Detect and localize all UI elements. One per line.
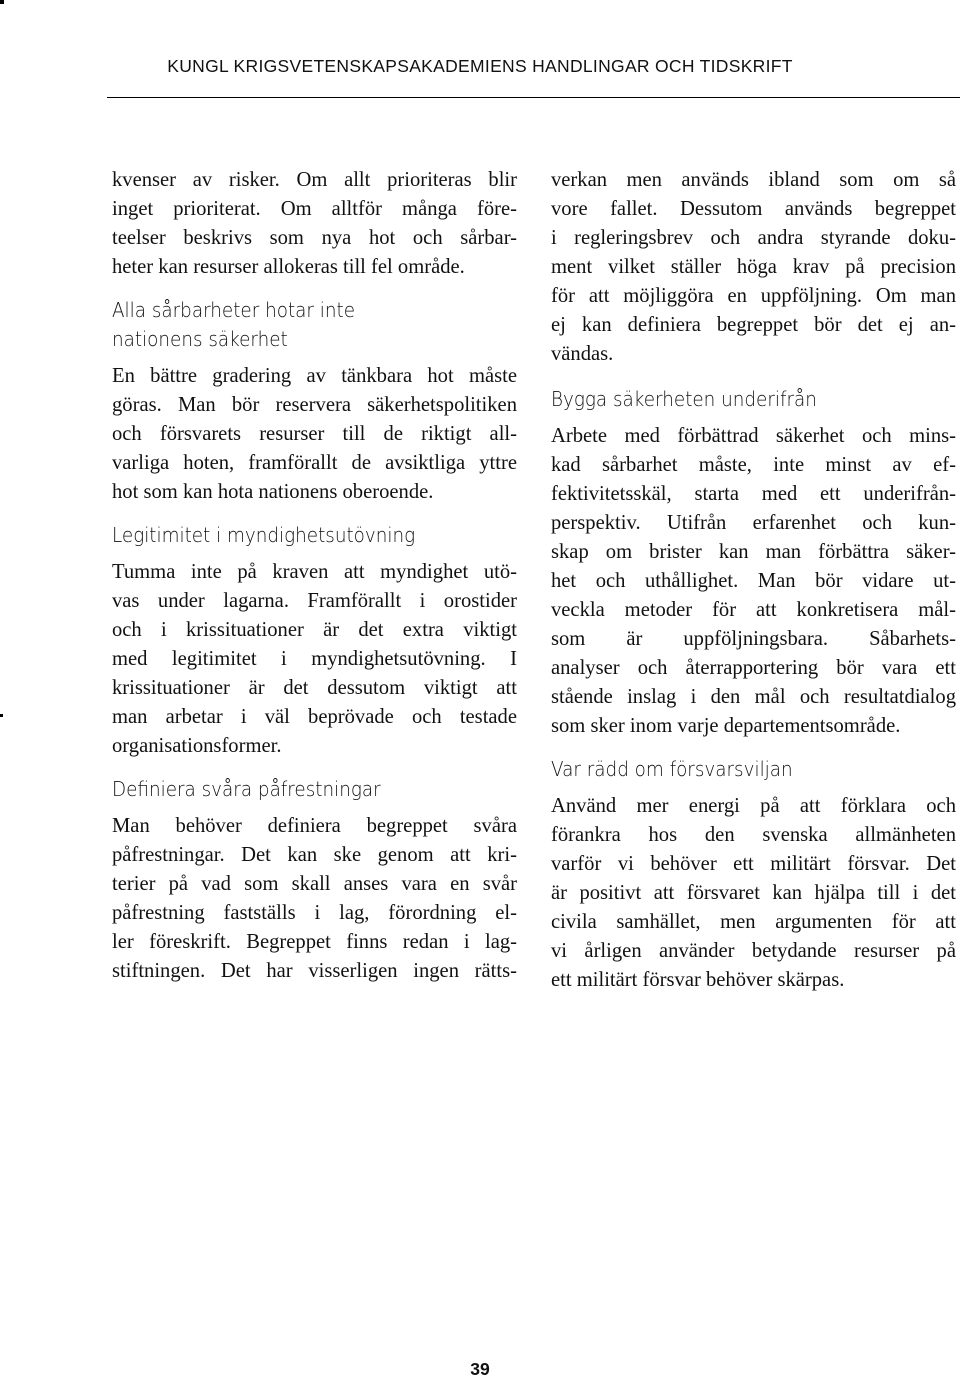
text-line: Använd mer energi på att förklara och (551, 795, 956, 817)
paragraph (112, 362, 517, 507)
text-line: som sker inom varje departementsområde. (551, 715, 901, 737)
margin-mark-top (0, 0, 4, 4)
text-line: förankra hos den svenska allmänheten (551, 824, 956, 846)
text-line: veckla metoder för att konkretisera mål- (551, 599, 956, 621)
text-line: verkan men används ibland som om så (551, 169, 956, 191)
text-line: civila samhället, men argumenten för att (551, 911, 956, 933)
text-line: fektivitetsskäl, starta med ett underifrån- (551, 483, 956, 505)
paragraph (551, 422, 956, 741)
paragraph (112, 558, 517, 761)
text-line: teelser beskrivs som nya hot och sårbar- (112, 227, 517, 249)
section-heading (112, 775, 517, 804)
text-line: inget prioriterat. Om alltför många före- (112, 198, 517, 220)
text-line: analyser och återrapportering bör vara ett (551, 657, 956, 679)
paragraph (112, 812, 517, 986)
text-line: varliga hoten, framförallt de avsiktliga yttre (112, 452, 517, 474)
paragraph (551, 792, 956, 995)
margin-mark-left (0, 714, 3, 717)
text-line: Arbete med förbättrad säkerhet och mins- (551, 425, 956, 447)
text-line: påfrestning fastställs i lag, förordning el- (112, 902, 517, 924)
text-line: heter kan resurser allokeras till fel område. (112, 256, 465, 278)
text-line: organisationsformer. (112, 735, 282, 757)
text-line: ment vilket ställer höga krav på precision (551, 256, 956, 278)
section-heading (112, 521, 517, 550)
section-heading (551, 385, 956, 414)
text-line: skap om brister kan man förbättra säker- (551, 541, 956, 563)
text-line: och försvarets resurser till de riktigt all- (112, 423, 517, 445)
text-line: stiftningen. Det har visserligen ingen rätts- (112, 960, 517, 982)
paragraph (551, 166, 956, 369)
running-header: KUNGL KRIGSVETENSKAPSAKADEMIENS HANDLINGAR OCH TIDSKRIFT (167, 56, 793, 76)
text-line: terier på vad som skall anses vara en svår (112, 873, 517, 895)
text-line: ett militärt försvar behöver skärpas. (551, 969, 845, 991)
heading-line: Legitimitet i myndighetsutövning (112, 523, 416, 547)
text-line: och i krissituationer är det extra viktigt (112, 619, 517, 641)
heading-line: Alla sårbarheter hotar inte (112, 298, 355, 322)
text-line: het och uthållighet. Man bör vidare ut- (551, 570, 956, 592)
heading-line: nationens säkerhet (112, 327, 288, 351)
text-line: hot som kan hota nationens oberoende. (112, 481, 434, 503)
text-line: i regleringsbrev och andra styrande doku- (551, 227, 956, 249)
text-line: Man behöver definiera begreppet svåra (112, 815, 517, 837)
text-line: för att möjliggöra en uppföljning. Om man (551, 285, 956, 307)
text-line: Tumma inte på kraven att myndighet utö- (112, 561, 517, 583)
section-heading (112, 296, 517, 354)
text-line: kvenser av risker. Om allt prioriteras blir (112, 169, 517, 191)
page-number: 39 (470, 1359, 490, 1379)
text-line: är positivt att försvaret kan hjälpa till i det (551, 882, 956, 904)
heading-line: Var rädd om försvarsviljan (551, 757, 793, 781)
heading-line: Definiera svåra påfrestningar (112, 777, 381, 801)
text-line: vändas. (551, 343, 614, 365)
right-column (551, 166, 956, 995)
paragraph (112, 166, 517, 282)
text-line: krissituationer är det dessutom viktigt att (112, 677, 517, 699)
text-line: med legitimitet i myndighetsutövning. I (112, 648, 517, 670)
text-line: En bättre gradering av tänkbara hot måste (112, 365, 517, 387)
text-line: ej kan definiera begreppet bör det ej an- (551, 314, 956, 336)
text-line: göras. Man bör reservera säkerhetspolitiken (112, 394, 517, 416)
text-line: perspektiv. Utifrån erfarenhet och kun- (551, 512, 956, 534)
text-line: kad sårbarhet måste, inte minst av ef- (551, 454, 956, 476)
left-column (112, 166, 517, 986)
text-line: vi årligen använder betydande resurser på (551, 940, 956, 962)
heading-line: Bygga säkerheten underifrån (551, 387, 817, 411)
section-heading (551, 755, 956, 784)
text-line: vas under lagarna. Framförallt i orostider (112, 590, 517, 612)
text-line: man arbetar i väl beprövade och testade (112, 706, 517, 728)
text-line: påfrestningar. Det kan ske genom att kri- (112, 844, 517, 866)
text-line: ler föreskrift. Begreppet finns redan i lag- (112, 931, 517, 953)
text-line: stående inslag i den mål och resultatdialog (551, 686, 956, 708)
text-line: som är uppföljningsbara. Såbarhets- (551, 628, 956, 650)
text-line: varför vi behöver ett militärt försvar. Det (551, 853, 956, 875)
text-line: vore fallet. Dessutom används begreppet (551, 198, 956, 220)
header-rule (107, 97, 960, 98)
